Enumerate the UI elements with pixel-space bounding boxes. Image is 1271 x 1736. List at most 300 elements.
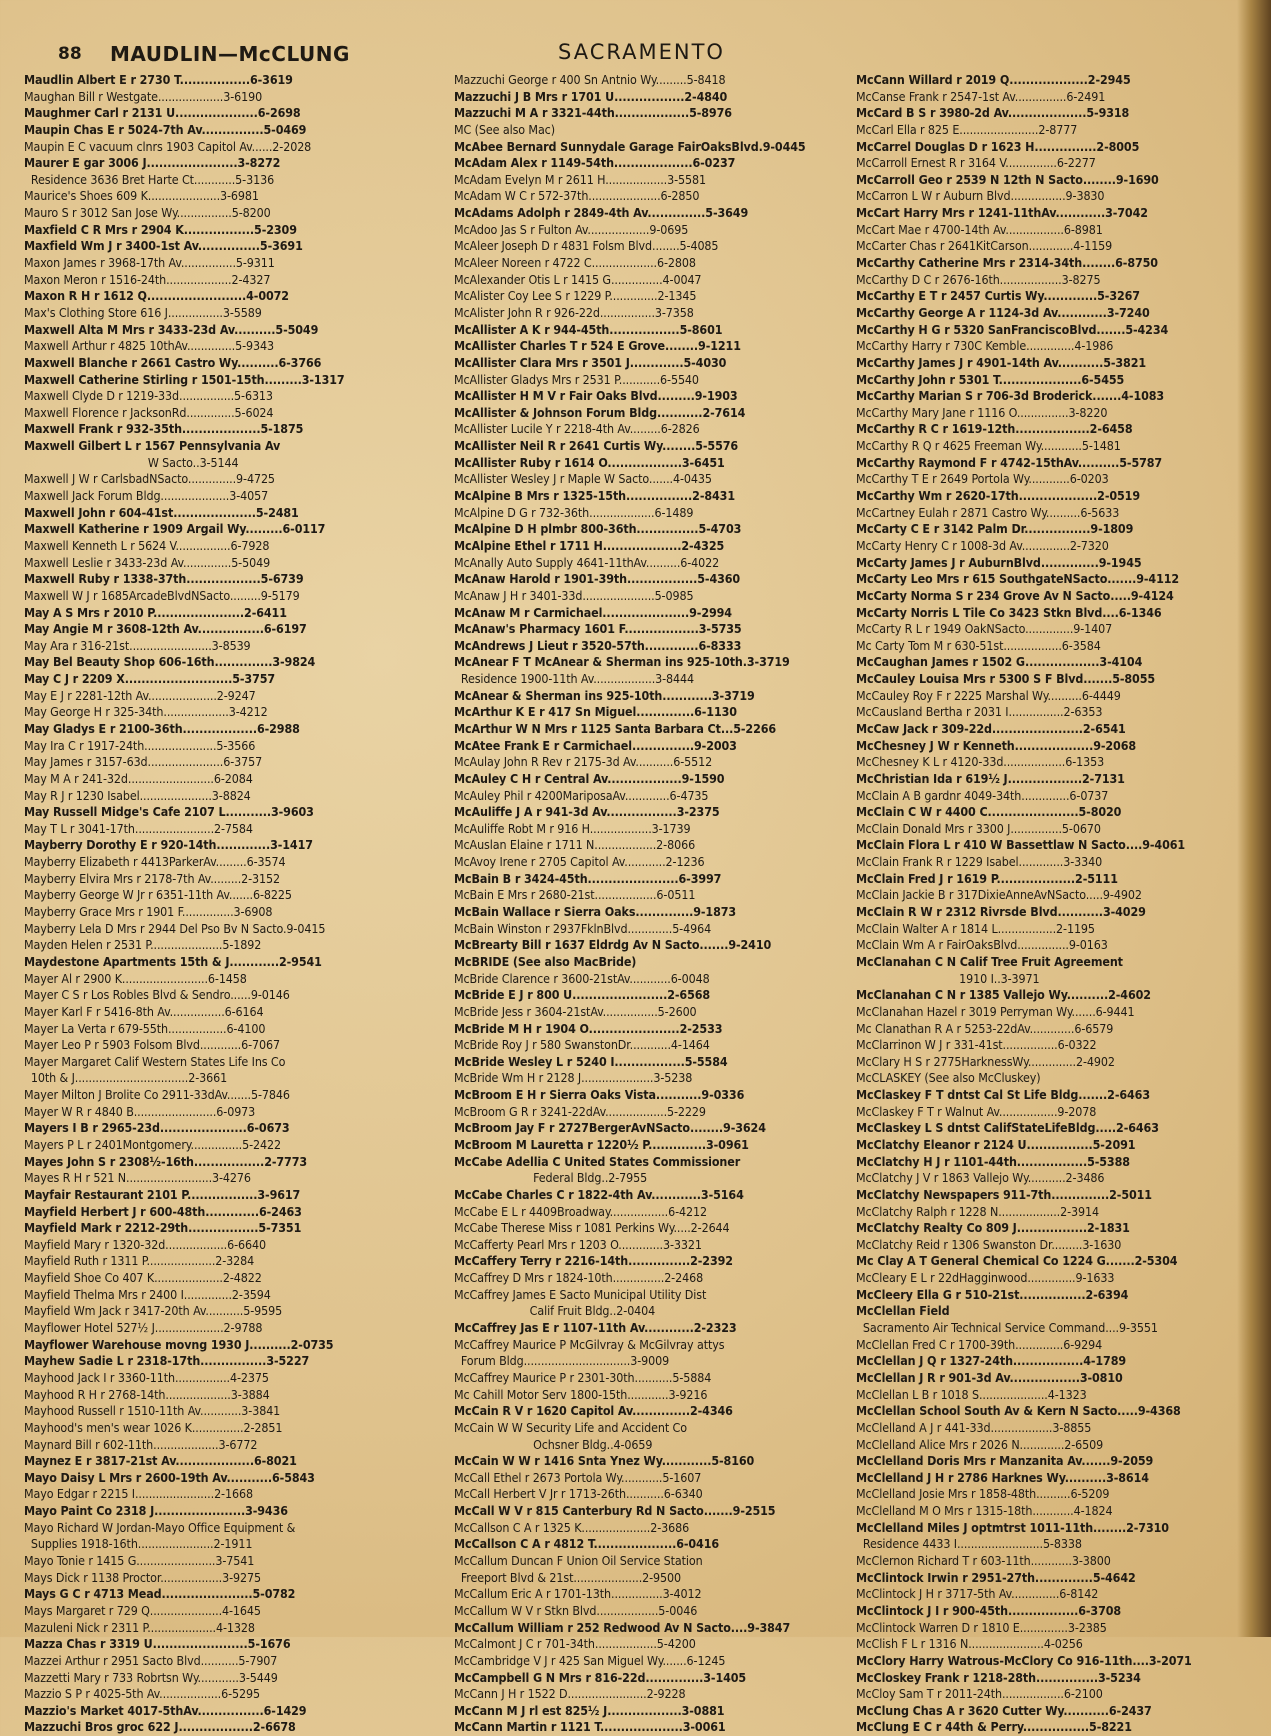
- listing-entry: McClain Frank R r 1229 Isabel.............3-3340: [856, 854, 1103, 870]
- listing-entry: McAllister Neil R r 2641 Curtis Wy........5-5576: [454, 438, 739, 454]
- listing-entry: McAvoy Irene r 2705 Capitol Av............2-1236: [454, 854, 705, 870]
- listing-entry: McClernon Richard T r 603-11th............3-3800: [856, 1553, 1111, 1569]
- listing-entry: May James r 3157-63d......................6-3757: [24, 754, 263, 770]
- listing-entry: McCauley Louisa Mrs r 5300 S F Blvd.......5-8055: [856, 671, 1156, 687]
- listing-entry: Maxwell Jack Forum Bldg....................3-4057: [24, 488, 269, 504]
- listing-entry: McClatchy Realty Co 809 J.................2-1831: [856, 1220, 1130, 1236]
- listing-entry: McClain R W r 2312 Rivrsde Blvd...........3-4029: [856, 904, 1146, 920]
- listing-entry: McCloy Sam T r 2011-24th..................6-2100: [856, 1686, 1103, 1702]
- listing-entry: Maxwell Katherine r 1909 Argail Wy.........6-0117: [24, 521, 326, 537]
- listing-entry: McChesney K L r 4120-33d..................6-1353: [856, 754, 1105, 770]
- listing-entry: McCarthy D C r 2676-16th..................3-8275: [856, 271, 1101, 287]
- listing-entry: Mazzuchi J B Mrs r 1701 U.................2-4840: [454, 88, 728, 104]
- listing-entry: Maxwell Clyde D r 1219-33d................5-6313: [24, 388, 273, 404]
- listing-entry: McBain Winston r 2937FklnBlvd.............5-4964: [454, 920, 712, 936]
- listing-entry: Mayhood Russell r 1510-11th Av............3-3841: [24, 1403, 281, 1419]
- listing-entry: McClain Flora L r 410 W Bassettlaw N Sacto....9-4061: [856, 837, 1186, 853]
- listing-entry: Mayhew Sadie L r 2318-17th................3-5227: [24, 1353, 310, 1369]
- running-head: MAUDLIN—McCLUNG: [110, 42, 350, 66]
- listing-entry: McAlister Coy Lee S r 1229 P..............2-1345: [454, 288, 697, 304]
- listing-entry: Maurice's Shoes 609 K.....................3-6981: [24, 188, 259, 204]
- listing-entry: Mayers P L r 2401Montgomery...............5-2422: [24, 1137, 281, 1152]
- listing-entry: McCann J H r 1522 D.......................2-9228: [454, 1686, 686, 1702]
- listing-entry: McCarthy Wm r 2620-17th...................2-0519: [856, 488, 1140, 504]
- listing-entry: Mayhood R H r 2768-14th...................3-3884: [24, 1386, 270, 1402]
- listing-entry: Mazzio S P r 4025-5th Av..................6-5295: [24, 1686, 260, 1702]
- page-edge-shadow: [1237, 0, 1271, 1637]
- listing-entry: Mays G C r 4713 Mead......................5-0782: [24, 1586, 296, 1602]
- listing-entry: May George H r 325-34th...................3-4212: [24, 704, 268, 720]
- listing-entry: Maxon James r 3968-17th Av................5-9311: [24, 255, 275, 271]
- listing-entry: McBride M H r 1904 O......................2-2533: [454, 1020, 723, 1036]
- listing-entry: May E J r 2281-12th Av....................2-9247: [24, 687, 256, 703]
- listing-entry: McClelland Miles J optmtrst 1011-11th........2-7310: [856, 1519, 1169, 1535]
- listing-entry: Maxwell Alta M Mrs r 3433-23d Av..........5-5049: [24, 321, 319, 337]
- listing-entry: McCarl Ella r 825 E.......................2-8777: [856, 121, 1078, 137]
- listing-entry: Maxwell Arthur r 4825 10thAv..............5-9343: [24, 338, 274, 354]
- listing-entry: Mc Carty Tom M r 630-51st.................6-3584: [856, 637, 1101, 653]
- listing-entry: McClanahan C N r 1385 Vallejo Wy..........2-4602: [856, 987, 1151, 1003]
- listing-entry: McAuley Phil r 4200MariposaAv.............6-4735: [454, 787, 709, 803]
- listing-entry: McAllister Lucile Y r 2218-4th Av.........6-2826: [454, 421, 700, 437]
- listing-entry: McBRIDE (See also MacBride): [454, 953, 637, 969]
- listing-entry: McClatchy Newspapers 911-7th..............2-5011: [856, 1186, 1152, 1202]
- listing-entry: Mayfield Herbert J r 600-48th.............6-2463: [24, 1203, 302, 1219]
- listing-entry: May Gladys E r 2100-36th..................6-2988: [24, 720, 300, 736]
- listing-entry: McAdam Evelyn M r 2611 H..................3-5581: [454, 171, 706, 187]
- listing-entry: Maurer E gar 3006 J......................3-8272: [24, 155, 281, 171]
- listing-entry: McCarroll Geo r 2539 N 12th N Sacto........9-1690: [856, 171, 1159, 187]
- listing-entry: McCarthy H G r 5320 SanFranciscoBlvd.......5-4234: [856, 321, 1169, 337]
- listing-entry: McClelland Doris Mrs r Manzanita Av.......9-2059: [856, 1453, 1154, 1469]
- listing-entry: Maxwell Catherine Stirling r 1501-15th.........3-1317: [24, 371, 345, 387]
- listing-entry: McAuliffe Robt M r 916 H..................3-1739: [454, 820, 691, 836]
- listing-entry: MC (See also Mac): [454, 121, 555, 137]
- listing-entry: McClintock Irwin r 2951-27th..............5-4642: [856, 1569, 1136, 1585]
- listing-entry: McAuliffe J A r 941-3d Av.................3-2375: [454, 804, 720, 820]
- listing-entry: Mazza Chas r 3319 U.......................5-1676: [24, 1636, 291, 1652]
- listing-entry: McClaskey F T r Walnut Av.................9-2078: [856, 1103, 1097, 1119]
- listing-entry: May R J r 1230 Isabel.....................3-8824: [24, 787, 251, 803]
- listing-entry: 1910 I..3-3971: [856, 970, 1040, 986]
- listing-entry: McCarthy Harry r 730C Kemble..............4-1986: [856, 338, 1114, 354]
- listing-entry: McAllister Clara Mrs r 3501 J.............5-4030: [454, 354, 727, 370]
- listing-entry: Mayflower Hotel 527½ J....................2-9788: [24, 1320, 263, 1336]
- listing-entry: Mayfair Restaurant 2101 P.................3-9617: [24, 1186, 301, 1202]
- listing-entry: McAleer Noreen r 4722 C...................6-2808: [454, 255, 696, 271]
- listing-entry: Mazzio's Market 4017-5thAv................6-1429: [24, 1702, 307, 1718]
- listing-entry: McBroom E H r Sierra Oaks Vista...........9-0336: [454, 1087, 745, 1103]
- listing-entry: McClory Harry Watrous-McClory Co 916-11th....3-2071: [856, 1652, 1192, 1668]
- listing-entry: Maxwell J W r CarlsbadNSacto..............9-4725: [24, 471, 275, 487]
- listing-entry: Mayberry Elizabeth r 4413ParkerAv.........6-3574: [24, 854, 286, 870]
- listing-entry: Mayberry George W Jr r 6351-11th Av.......6-8225: [24, 887, 292, 903]
- listing-entry: McClaskey F T dntst Cal St Life Bldg.......2-6463: [856, 1087, 1150, 1103]
- listing-entry: Mayo Edgar r 2215 I.......................2-1668: [24, 1486, 253, 1502]
- listing-entry: McCarthy Mary Jane r 1116 O...............3-8220: [856, 404, 1108, 420]
- listing-entry: McAlpine D H plmbr 800-36th...............5-4703: [454, 521, 742, 537]
- listing-entry: McClain Jackie B r 317DixieAnneAvNSacto.....9-4902: [856, 887, 1142, 903]
- listing-entry: Maxwell Ruby r 1338-37th..................5-6739: [24, 571, 304, 587]
- listing-entry: McCaffrey Maurice P r 2301-30th...........5-5884: [454, 1369, 712, 1385]
- listing-entry: McClellan L B r 1018 S....................4-1323: [856, 1386, 1087, 1402]
- listing-entry: McAlpine B Mrs r 1325-15th................2-8431: [454, 488, 735, 504]
- page-header: [58, 40, 1238, 70]
- listing-entry: McClain Wm A r FairOaksBlvd...............9-0163: [856, 937, 1108, 953]
- listing-entry: Mayer Margaret Calif Western States Life Ins Co: [24, 1053, 286, 1069]
- listing-entry: Mayer Karl F r 5416-8th Av................6-6164: [24, 1003, 264, 1019]
- listing-entry: McClelland M O Mrs r 1315-18th............4-1824: [856, 1503, 1113, 1519]
- listing-entry: McAndrews J Lieut r 3520-57th.............6-8333: [454, 637, 742, 653]
- listing-entry: Maxon R H r 1612 Q........................4-0072: [24, 288, 289, 304]
- listing-entry: McCarthy R Q r 4625 Freeman Wy............5-1481: [856, 438, 1121, 454]
- listing-entry: McCaffrey Jas E r 1107-11th Av............2-2323: [454, 1320, 737, 1336]
- listing-entry: McCart Harry Mrs r 1241-11thAv............3-7042: [856, 205, 1148, 221]
- listing-entry: McClary H S r 2775HarknessWy..............2-4902: [856, 1053, 1115, 1069]
- listing-entry: McClellan Field: [856, 1303, 950, 1319]
- listing-entry: McBain E Mrs r 2680-21st..................6-0511: [454, 887, 696, 903]
- listing-entry: Residence 1900-11th Av..................3-8444: [454, 671, 695, 687]
- listing-entry: McCafferty Pearl Mrs r 1203 O.............3-3321: [454, 1236, 702, 1252]
- listing-entry: Mayo Tonie r 1415 G.......................3-7541: [24, 1553, 255, 1569]
- listing-entry: McClain Donald Mrs r 3300 J...............5-0670: [856, 820, 1101, 836]
- listing-entry: McBride Clarence r 3600-21stAv............6-0048: [454, 970, 710, 986]
- listing-entry: Ochsner Bldg..4-0659: [454, 1436, 653, 1452]
- listing-entry: McClelland Alice Mrs r 2026 N.............2-6509: [856, 1436, 1104, 1452]
- city-title: SACRAMENTO: [558, 40, 725, 64]
- listing-entry: McCarroll Ernest R r 3164 V...............6-2277: [856, 155, 1096, 171]
- listing-entry: McCauley Roy F r 2225 Marshal Wy..........6-4449: [856, 687, 1121, 703]
- listing-entry: McBride E J r 800 U.......................2-6568: [454, 987, 711, 1003]
- listing-entry: May Bel Beauty Shop 606-16th..............3-9824: [24, 654, 316, 670]
- listing-entry: McChristian Ida r 619½ J..................2-7131: [856, 770, 1125, 786]
- listing-entry: McChesney J W r Kenneth...................9-2068: [856, 737, 1137, 753]
- listing-entry: McCarrel Douglas D r 1623 H...............2-8005: [856, 138, 1140, 154]
- listing-entry: McCartney Eulah r 2871 Castro Wy..........6-5633: [856, 504, 1120, 520]
- listing-entry: McCabe Adellia C United States Commissioner: [454, 1153, 741, 1169]
- listing-entry: McAllister & Johnson Forum Bldg...........2-7614: [454, 404, 746, 420]
- listing-entry: Max's Clothing Store 616 J................3-5589: [24, 304, 262, 320]
- listing-entry: McAdam W C r 572-37th.....................6-2850: [454, 188, 700, 204]
- listing-entry: May A S Mrs r 2010 P......................2-6411: [24, 604, 287, 620]
- listing-entry: McCallson C A r 1325 K....................2-3686: [454, 1519, 690, 1535]
- listing-entry: McClelland A J r 441-33d..................3-8855: [856, 1419, 1092, 1435]
- listing-entry: McBride Wesley L r 5240 I.................5-5584: [454, 1053, 728, 1069]
- listing-entry: McClintock J I r 900-45th.................6-3708: [856, 1602, 1122, 1618]
- listing-entry: McClellan School South Av & Kern N Sacto.....9-4368: [856, 1403, 1181, 1419]
- listing-entry: McCann Martin r 1121 T....................3-0061: [454, 1719, 726, 1735]
- listing-entry: McCarty Henry C r 1008-3d Av..............2-7320: [856, 537, 1109, 553]
- listing-entry: Calif Fruit Bldg..2-0404: [454, 1303, 656, 1319]
- listing-entry: McAllister H M V r Fair Oaks Blvd.........9-1903: [454, 388, 738, 404]
- listing-entry: Maupin E C vacuum clnrs 1903 Capitol Av......2-2028: [24, 138, 312, 154]
- listing-entry: Supplies 1918-16th......................2-1911: [24, 1536, 253, 1552]
- listing-entry: McCann Willard r 2019 Q...................2-2945: [856, 72, 1131, 87]
- listing-entry: Mayfield Ruth r 1311 P....................2-3284: [24, 1253, 255, 1269]
- listing-entry: Maxwell Kenneth L r 5624 V................6-7928: [24, 537, 270, 553]
- listing-entry: Maughan Bill r Westgate...................3-6190: [24, 88, 263, 104]
- listing-entry: Mayfield Shoe Co 407 K....................2-4822: [24, 1270, 262, 1286]
- listing-entry: McAulay John R Rev r 2175-3d Av...........6-5512: [454, 754, 713, 770]
- listing-entry: McAdams Adolph r 2849-4th Av..............5-3649: [454, 205, 749, 221]
- listing-entry: McCarty Leo Mrs r 615 SouthgateNSacto.......9-4112: [856, 571, 1180, 587]
- listing-entry: May M A r 241-32d.........................6-2084: [24, 770, 253, 786]
- listing-entry: McAtee Frank E r Carmichael...............9-2003: [454, 737, 737, 753]
- listing-entry: Forum Bldg...............................3-9009: [454, 1353, 670, 1369]
- listing-entry: McCarthy T E r 2649 Portola Wy............6-0203: [856, 471, 1109, 487]
- directory-column-2: [454, 72, 838, 1736]
- listing-entry: Mazzei Arthur r 2951 Sacto Blvd...........5-7907: [24, 1652, 278, 1668]
- listing-entry: McClatchy Ralph r 1228 N..................2-3914: [856, 1203, 1099, 1219]
- listing-entry: McBroom M Lauretta r 1220½ P..............3-0961: [454, 1137, 749, 1152]
- listing-entry: McBrearty Bill r 1637 Eldrdg Av N Sacto.......9-2410: [454, 937, 772, 953]
- listing-entry: Mayers I B r 2965-23d.....................6-0673: [24, 1120, 290, 1136]
- listing-entry: McCambridge V J r 425 San Miguel Wy.......6-1245: [454, 1652, 726, 1668]
- listing-entry: McCarthy Marian S r 706-3d Broderick.......4-1083: [856, 388, 1165, 404]
- listing-entry: Mayfield Mary r 1320-32d..................6-6640: [24, 1236, 266, 1252]
- listing-entry: Mayfield Thelma Mrs r 2400 I..............2-3594: [24, 1286, 271, 1302]
- listing-entry: McCall Ethel r 2673 Portola Wy............5-1607: [454, 1469, 702, 1485]
- listing-entry: Mayer Leo P r 5903 Folsom Blvd............6-7067: [24, 1037, 280, 1053]
- listing-entry: McBroom G R r 3241-22dAv..................5-2229: [454, 1103, 706, 1119]
- listing-entry: McAuslan Elaine r 1711 N..................2-8066: [454, 837, 696, 853]
- listing-entry: McAnaw M r Carmichael.....................9-2994: [454, 604, 732, 620]
- listing-entry: Mayer C S r Los Robles Blvd & Sendro......9-0146: [24, 987, 290, 1003]
- listing-entry: Mazzuchi Bros groc 622 J..................2-6678: [24, 1719, 296, 1735]
- listing-entry: May T L r 3041-17th.......................2-7584: [24, 820, 253, 836]
- listing-entry: McAnear & Sherman ins 925-10th............3-3719: [454, 687, 755, 703]
- listing-entry: McBride Jess r 3604-21stAv................5-2600: [454, 1003, 697, 1019]
- listing-entry: McCain R V r 1620 Capitol Av..............2-4346: [454, 1403, 733, 1419]
- listing-entry: McCaughan James r 1502 G..................3-4104: [856, 654, 1143, 670]
- listing-entry: McCaw Jack r 309-22d......................2-6541: [856, 720, 1126, 736]
- listing-entry: McClain Fred J r 1619 P...................2-5111: [856, 870, 1118, 886]
- listing-entry: McCallson C A r 4812 T....................6-0416: [454, 1536, 720, 1552]
- listing-entry: May Ara r 316-21st........................3-8539: [24, 637, 251, 653]
- listing-entry: McCleery Ella G r 510-21st................2-6394: [856, 1286, 1129, 1302]
- listing-entry: Residence 4433 I.........................5-8338: [856, 1536, 1082, 1552]
- listing-entry: McCall W V r 815 Canterbury Rd N Sacto.......9-2515: [454, 1503, 776, 1519]
- listing-entry: Maxfield C R Mrs r 2904 K.................5-2309: [24, 221, 297, 237]
- listing-entry: McCarty James J r AuburnBlvd..............9-1945: [856, 554, 1142, 570]
- listing-entry: Mc Cahill Motor Serv 1800-15th............3-9216: [454, 1386, 708, 1402]
- listing-entry: McCallum W V r Stkn Blvd..................5-0046: [454, 1602, 698, 1618]
- listing-entry: McClain A B gardnr 4049-34th..............6-0737: [856, 787, 1109, 803]
- listing-entry: McCarty Norris L Tile Co 3423 Stkn Blvd....6-1346: [856, 604, 1162, 620]
- listing-entry: Mayberry Dorothy E r 920-14th.............3-1417: [24, 837, 313, 853]
- listing-entry: Mc Clay A T General Chemical Co 1224 G.......2-5304: [856, 1253, 1178, 1269]
- listing-entry: McCallum Duncan F Union Oil Service Station: [454, 1553, 703, 1569]
- listing-entry: May Russell Midge's Cafe 2107 L...........3-9603: [24, 804, 314, 820]
- listing-entry: McClain C W r 4400 C......................5-8020: [856, 804, 1122, 820]
- listing-entry: Mayberry Grace Mrs r 1901 F...............3-6908: [24, 904, 273, 920]
- listing-entry: Maxon Meron r 1516-24th...................2-4327: [24, 271, 271, 287]
- listing-entry: Maudlin Albert E r 2730 T.................6-3619: [24, 72, 293, 87]
- listing-entry: McAnaw's Pharmacy 1601 F..................3-5735: [454, 621, 742, 637]
- listing-entry: McCarthy R C r 1619-12th..................2-6458: [856, 421, 1133, 437]
- listing-entry: Maxfield Wm J r 3400-1st Av...............5-3691: [24, 238, 303, 254]
- listing-entry: McClellan J R r 901-3d Av.................3-0810: [856, 1369, 1123, 1385]
- listing-entry: McCaffrey D Mrs r 1824-10th...............2-2468: [454, 1270, 704, 1286]
- listing-entry: McBride Roy J r 580 SwanstonDr............4-1464: [454, 1037, 710, 1053]
- listing-entry: Federal Bldg..2-7955: [454, 1170, 648, 1186]
- listing-entry: McCain W W Security Life and Accident Co: [454, 1419, 687, 1435]
- listing-entry: McCLASKEY (See also McCluskey): [856, 1070, 1041, 1086]
- listing-entry: Mayer Al r 2900 K.........................6-1458: [24, 970, 247, 986]
- listing-entry: Mazzuchi M A r 3321-44th..................5-8976: [454, 105, 732, 121]
- listing-entry: Maynard Bill r 602-11th...................3-6772: [24, 1436, 258, 1452]
- listing-entry: Freeport Blvd & 21st....................2-9500: [454, 1569, 682, 1585]
- directory-column-3: [856, 72, 1231, 1736]
- listing-entry: W Sacto..3-5144: [24, 454, 239, 470]
- listing-entry: May Ira C r 1917-24th.....................5-3566: [24, 737, 256, 753]
- listing-entry: Mayfield Wm Jack r 3417-20th Av...........5-9595: [24, 1303, 283, 1319]
- listing-entry: McCarty R L r 1949 OakNSacto..............9-1407: [856, 621, 1113, 637]
- listing-entry: McCabe E L r 4409Broadway.................6-4212: [454, 1203, 707, 1219]
- listing-entry: McCleary E L r 22dHagginwood..............9-1633: [856, 1270, 1115, 1286]
- listing-entry: McClellan J Q r 1327-24th.................4-1789: [856, 1353, 1127, 1369]
- listing-entry: Maxwell John r 604-41st....................5-2481: [24, 504, 299, 520]
- listing-entry: Maxwell Leslie r 3433-23d Av..............5-5049: [24, 554, 271, 570]
- listing-entry: McClatchy Reid r 1306 Swanston Dr.........3-1630: [856, 1236, 1122, 1252]
- listing-entry: McCanse Frank r 2547-1st Av...............6-2491: [856, 88, 1106, 104]
- listing-entry: Mayes John S r 2308½-16th.................2-7773: [24, 1153, 308, 1169]
- listing-entry: Mayden Helen r 2531 P.....................5-1892: [24, 937, 262, 953]
- listing-entry: McAlpine Ethel r 1711 H...................2-4325: [454, 537, 725, 553]
- listing-entry: McArthur K E r 417 Sn Miguel..............6-1130: [454, 704, 737, 720]
- listing-entry: McCausland Bertha r 2031 I................2-6353: [856, 704, 1103, 720]
- listing-entry: McClanahan C N Calif Tree Fruit Agreement: [856, 953, 1123, 969]
- listing-entry: Maxwell Frank r 932-35th...................5-1875: [24, 421, 304, 437]
- listing-entry: 10th & J.................................2-3661: [24, 1070, 228, 1086]
- listing-entry: McAnaw J H r 3401-33d.....................5-0985: [454, 587, 694, 603]
- listing-entry: Mazzuchi George r 400 Sn Antnio Wy.........5-8418: [454, 72, 726, 87]
- listing-entry: McCaffery Terry r 2216-14th...............2-2392: [454, 1253, 733, 1269]
- listing-entry: May Angie M r 3608-12th Av................6-6197: [24, 621, 307, 637]
- listing-entry: Mayberry Lela D Mrs r 2944 Del Pso Bv N Sacto.9-0415: [24, 920, 326, 936]
- listing-entry: McCabe Charles C r 1822-4th Av............3-5164: [454, 1186, 744, 1202]
- listing-entry: McCaffrey James E Sacto Municipal Utility Dist: [454, 1286, 707, 1302]
- listing-entry: McCarty Norma S r 234 Grove Av N Sacto.....9-4124: [856, 587, 1174, 603]
- listing-entry: McAllister Wesley J r Maple W Sacto.......4-0435: [454, 471, 712, 487]
- listing-entry: McAbee Bernard Sunnydale Garage FairOaksBlvd.9-0445: [454, 138, 806, 154]
- listing-entry: McCallum Eric A r 1701-13th...............3-4012: [454, 1586, 702, 1602]
- listing-entry: McAllister Charles T r 524 E Grove........9-1211: [454, 338, 741, 354]
- listing-entry: Maynez E r 3817-21st Av...................6-8021: [24, 1453, 297, 1469]
- listing-entry: McBroom Jay F r 2727BergerAvNSacto........9-3624: [454, 1120, 766, 1136]
- listing-entry: McClarrinon W J r 331-41st................6-0322: [856, 1037, 1097, 1053]
- listing-entry: Mayes R H r 521 N.........................3-4276: [24, 1170, 251, 1186]
- listing-entry: McCarthy John r 5301 T....................6-5455: [856, 371, 1125, 387]
- listing-entry: McCabe Therese Miss r 1081 Perkins Wy.....2-2644: [454, 1220, 730, 1236]
- listing-entry: Mayberry Elvira Mrs r 2178-7th Av.........2-3152: [24, 870, 281, 886]
- listing-entry: Residence 3636 Bret Harte Ct............5-3136: [24, 171, 275, 187]
- listing-entry: McBain B r 3424-45th......................6-3997: [454, 870, 722, 886]
- listing-entry: Mayer W R r 4840 B........................6-0973: [24, 1103, 256, 1119]
- listing-entry: McCart Mae r 4700-14th Av.................6-8981: [856, 221, 1103, 237]
- listing-entry: McClatchy Eleanor r 2124 U................5-2091: [856, 1137, 1136, 1152]
- directory-column-1: [24, 72, 414, 1736]
- listing-entry: McClelland J H r 2786 Harknes Wy..........3-8614: [856, 1469, 1149, 1485]
- listing-entry: McAllister Gladys Mrs r 2531 P............6-5540: [454, 371, 699, 387]
- listing-entry: McAnear F T McAnear & Sherman ins 925-10th.3-3719: [454, 654, 790, 670]
- listing-entry: McCallum William r 252 Redwood Av N Sacto....9-3847: [454, 1619, 791, 1635]
- listing-entry: McAdam Alex r 1149-54th...................6-0237: [454, 155, 736, 171]
- listing-entry: McClaskey L S dntst CalifStateLifeBldg.....2-6463: [856, 1120, 1159, 1136]
- listing-entry: Maydestone Apartments 15th & J............2-9541: [24, 953, 322, 969]
- listing-entry: McClish F L r 1316 N......................4-0256: [856, 1636, 1083, 1652]
- listing-entry: McAlpine D G r 732-36th...................6-1489: [454, 504, 694, 520]
- listing-entry: McArthur W N Mrs r 1125 Santa Barbara Ct...5-2266: [454, 720, 777, 736]
- listing-entry: Mayflower Warehouse movng 1930 J..........2-0735: [24, 1336, 334, 1352]
- listing-entry: McClintock Warren D r 1810 E..............3-2385: [856, 1619, 1107, 1635]
- listing-entry: McCarthy Raymond F r 4742-15thAv..........5-5787: [856, 454, 1163, 470]
- listing-entry: McAdoo Jas S r Fulton Av..................9-0695: [454, 221, 689, 237]
- listing-entry: McBride Wm H r 2128 J.....................3-5238: [454, 1070, 693, 1086]
- listing-entry: Mays Dick r 1138 Proctor..................3-9275: [24, 1569, 261, 1585]
- listing-entry: McBain Wallace r Sierra Oaks..............9-1873: [454, 904, 737, 920]
- listing-entry: McClellan Fred C r 1700-39th..............6-9294: [856, 1336, 1103, 1352]
- listing-entry: Maxwell Blanche r 2661 Castro Wy..........6-3766: [24, 354, 322, 370]
- listing-entry: Maxwell W J r 1685ArcadeBlvdNSacto.........9-5179: [24, 587, 300, 603]
- listing-entry: McAlister John R r 926-22d................3-7358: [454, 304, 694, 320]
- listing-entry: McCarron L W r Auburn Blvd................9-3830: [856, 188, 1105, 204]
- listing-entry: Maxwell Florence r JacksonRd..............5-6024: [24, 404, 274, 420]
- listing-entry: Mayer La Verta r 679-55th.................6-4100: [24, 1020, 266, 1036]
- listing-entry: McClelland Josie Mrs r 1858-48th..........6-5209: [856, 1486, 1110, 1502]
- listing-entry: McCarthy James J r 4901-14th Av...........5-3821: [856, 354, 1147, 370]
- listing-entry: Maxwell Gilbert L r 1567 Pennsylvania Av: [24, 438, 281, 454]
- listing-entry: McAleer Joseph D r 4831 Folsm Blvd........5-4085: [454, 238, 719, 254]
- listing-entry: Mayo Paint Co 2318 J......................3-9436: [24, 1503, 288, 1519]
- listing-entry: McCarty C E r 3142 Palm Dr................9-1809: [856, 521, 1134, 537]
- listing-entry: McAlexander Otis L r 1415 G...............4-0047: [454, 271, 702, 287]
- listing-entry: McCarter Chas r 2641KitCarson.............4-1159: [856, 238, 1113, 254]
- listing-entry: McCarthy Catherine Mrs r 2314-34th........6-8750: [856, 255, 1158, 271]
- listing-entry: Mays Margaret r 729 Q.....................4-1645: [24, 1602, 261, 1618]
- listing-entry: McClatchy J V r 1863 Vallejo Wy...........2-3486: [856, 1170, 1105, 1186]
- listing-entry: McCard B S r 3980-2d Av...................5-9318: [856, 105, 1130, 121]
- listing-entry: McClanahan Hazel r 3019 Perryman Wy.......6-9441: [856, 1003, 1135, 1019]
- listing-entry: Mayo Richard W Jordan-Mayo Office Equipment &: [24, 1519, 296, 1535]
- listing-entry: Mc Clanathan R A r 5253-22dAv.............6-6579: [856, 1020, 1114, 1036]
- listing-entry: McClain Walter A r 1814 L.................2-1195: [856, 920, 1095, 936]
- listing-entry: Mayhood's men's wear 1026 K...............2-2851: [24, 1419, 283, 1435]
- listing-entry: McClung Chas A r 3620 Cutter Wy...........6-2437: [856, 1702, 1152, 1718]
- listing-entry: McAuley C H r Central Av..................9-1590: [454, 770, 725, 786]
- listing-entry: Mayfield Mark r 2212-29th.................5-7351: [24, 1220, 302, 1236]
- listing-entry: McCarthy E T r 2457 Curtis Wy.............5-3267: [856, 288, 1140, 304]
- listing-entry: Mauro S r 3012 San Jose Wy................5-8200: [24, 205, 271, 221]
- listing-entry: McAllister A K r 944-45th.................5-8601: [454, 321, 723, 337]
- listing-entry: McAnally Auto Supply 4641-11thAv..........6-4022: [454, 554, 720, 570]
- listing-entry: McAllister Ruby r 1614 O..................3-6451: [454, 454, 725, 470]
- listing-entry: May C J r 2209 X..........................5-3757: [24, 671, 276, 687]
- listing-entry: McClatchy H J r 1101-44th.................5-5388: [856, 1153, 1130, 1169]
- listing-entry: McCarthy George A r 1124-3d Av............3-7240: [856, 304, 1150, 320]
- listing-entry: Mazuleni Nick r 2311 P....................4-1328: [24, 1619, 255, 1635]
- listing-entry: Sacramento Air Technical Service Command....9-3551: [856, 1320, 1158, 1336]
- listing-entry: Mayo Daisy L Mrs r 2600-19th Av...........6-5843: [24, 1469, 315, 1485]
- listing-entry: McCall Herbert V Jr r 1713-26th...........6-6340: [454, 1486, 703, 1502]
- listing-entry: McCloskey Frank r 1218-28th...............3-5234: [856, 1669, 1141, 1685]
- listing-entry: McCampbell G N Mrs r 816-22d..............3-1405: [454, 1669, 747, 1685]
- listing-entry: Mazzetti Mary r 733 Robrtsn Wy............3-5449: [24, 1669, 278, 1685]
- listing-entry: McCaffrey Maurice P McGilvray & McGilvray attys: [454, 1336, 725, 1352]
- page-number: 88: [58, 44, 82, 64]
- listing-entry: McCann M J rl est 825½ J..................3-0881: [454, 1702, 725, 1718]
- listing-entry: McClung E C r 44th & Perry................5-8221: [856, 1719, 1132, 1735]
